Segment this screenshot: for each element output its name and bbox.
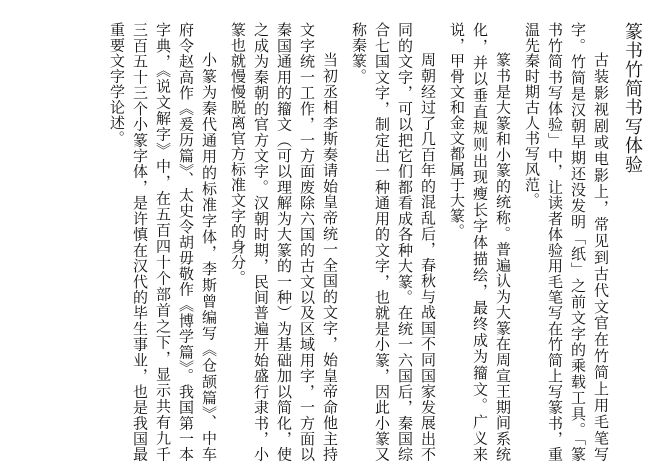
paragraph-li-si-unification: 当初丞相李斯奏请始皇帝统一全国的文字，始皇帝命他主持文字统一工作，一方面废除六国的古文以及区域用字，一方面以秦国通用的籀文（可以理解为大篆的一种）为基础加以简化，使之成为秦朝的官方文字。汉朝时期，民间普遍开始盛行隶书，小篆也就慢慢脱离官方标准文字的身分。 xyxy=(229,22,339,462)
paragraph-intro: 古装影视剧或电影上，常见到古代文官在竹简上用毛笔写字。竹简是汉朝早期还没发明「纸」之前文字的乘载工具。「篆书竹简书写体验」中，让读者体验用毛笔写在竹简上写篆书，重温先秦时期古人书写风范。 xyxy=(523,22,610,462)
paragraph-small-seal-works: 小篆为秦代通用的标准字体，李斯曾编写《仓颉篇》、中车府令赵高作《爰历篇》、太史令胡毋敬作《博学篇》。我国第一本字典，《说文解字》中，在五百四十个部首之下，显示共有九千三百五十三个小篆字体，是许慎在汉代的毕生事业，也是我国最重要文字学论述。 xyxy=(108,22,218,462)
document-title: 篆书竹简书写体验 xyxy=(622,22,643,174)
paragraph-seal-script-definition: 篆书是大篆和小篆的统称。普遍认为大篆在周宣王期间系统化，并以垂直规则出现瘦长字体描绘，最终成为籀文。广义来说，甲骨文和金文都属于大篆。 xyxy=(448,22,512,462)
paragraph-zhou-history: 周朝经过了几百年的混乱后，春秋与战国不同国家发展出不同的文字，可以把它们都看成各种大篆。在统一六国后，秦国综合七国文字，制定出一种通用的文字，也就是小篆，因此小篆又称秦篆。 xyxy=(350,22,437,462)
